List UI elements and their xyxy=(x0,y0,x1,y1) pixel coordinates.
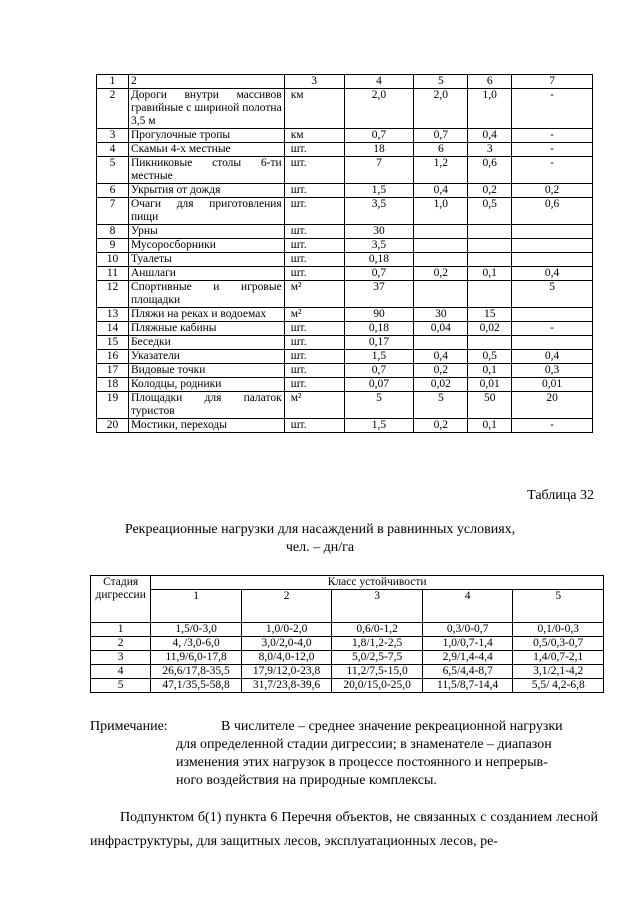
value-col5: 0,2 xyxy=(414,267,468,281)
load-value: 1,8/1,2-2,5 xyxy=(332,637,423,651)
facility-name: Пляжные кабины xyxy=(128,322,284,336)
table-row xyxy=(97,239,593,253)
class-header: Класс устойчивости xyxy=(151,576,604,590)
stage-number: 5 xyxy=(91,679,151,693)
class-numbers-row xyxy=(91,590,604,623)
row-number: 20 xyxy=(97,419,129,433)
value-col7: - xyxy=(512,157,593,184)
stage-header: Стадия дигрессии xyxy=(91,576,151,623)
value-col6 xyxy=(468,225,512,239)
facility-name: Мостики, переходы xyxy=(128,419,284,433)
table-row xyxy=(97,253,593,267)
value-col5: 1,2 xyxy=(414,157,468,184)
value-col6: 0,01 xyxy=(468,378,512,392)
row-number: 15 xyxy=(97,336,129,350)
value-col4: 0,17 xyxy=(344,336,414,350)
value-col6: 0,4 xyxy=(468,129,512,143)
row-number: 17 xyxy=(97,364,129,378)
value-col7: 5 xyxy=(512,281,593,308)
unit: шт. xyxy=(284,364,344,378)
value-col4: 30 xyxy=(344,225,414,239)
value-col6 xyxy=(468,281,512,308)
unit: шт. xyxy=(284,378,344,392)
table-row xyxy=(97,364,593,378)
row-number: 4 xyxy=(97,143,129,157)
value-col7: - xyxy=(512,89,593,129)
stage-number: 2 xyxy=(91,637,151,651)
load-value: 11,9/6,0-17,8 xyxy=(151,651,242,665)
table-header-row xyxy=(97,75,593,89)
value-col4: 1,5 xyxy=(344,419,414,433)
value-col4: 0,7 xyxy=(344,364,414,378)
value-col6: 0,5 xyxy=(468,198,512,225)
unit: шт. xyxy=(284,350,344,364)
value-col5 xyxy=(414,225,468,239)
unit: м² xyxy=(284,392,344,419)
load-value: 1,0/0,7-1,4 xyxy=(422,637,513,651)
value-col7 xyxy=(512,253,593,267)
table-row xyxy=(91,651,604,665)
row-number: 12 xyxy=(97,281,129,308)
value-col7: 0,4 xyxy=(512,267,593,281)
value-col7 xyxy=(512,336,593,350)
value-col7: 20 xyxy=(512,392,593,419)
note-line: В числителе – среднее значение рекреационной нагрузки xyxy=(221,719,563,734)
value-col5: 0,2 xyxy=(414,364,468,378)
value-col7: - xyxy=(512,322,593,336)
value-col6: 0,1 xyxy=(468,419,512,433)
value-col4: 3,5 xyxy=(344,239,414,253)
unit: шт. xyxy=(284,322,344,336)
unit: шт. xyxy=(284,239,344,253)
facility-name: Укрытия от дождя xyxy=(128,184,284,198)
unit: шт. xyxy=(284,419,344,433)
load-value: 8,0/4,0-12,0 xyxy=(241,651,332,665)
note-line: изменения этих нагрузок в процессе постоянного и непрерыв- xyxy=(176,755,548,770)
unit: шт. xyxy=(284,184,344,198)
value-col5: 0,7 xyxy=(414,129,468,143)
value-col7: - xyxy=(512,419,593,433)
table-row xyxy=(97,350,593,364)
class-number: 4 xyxy=(422,590,513,623)
value-col6: 3 xyxy=(468,143,512,157)
class-number: 1 xyxy=(151,590,242,623)
table-row xyxy=(97,157,593,184)
value-col5 xyxy=(414,281,468,308)
class-number: 5 xyxy=(513,590,604,623)
row-number: 14 xyxy=(97,322,129,336)
table-row xyxy=(97,225,593,239)
body-paragraph: Подпунктом б(1) пункта 6 Перечня объектов, не связанных с созданием лесной инфраструктуры, для защитных лесов, эксплуатационных лесов, ре- xyxy=(90,810,598,849)
unit: шт. xyxy=(284,225,344,239)
value-col5: 6 xyxy=(414,143,468,157)
row-number: 7 xyxy=(97,198,129,225)
value-col4: 0,18 xyxy=(344,253,414,267)
value-col5: 30 xyxy=(414,308,468,322)
facility-name: Мусоросборники xyxy=(128,239,284,253)
table-row xyxy=(97,281,593,308)
unit: шт. xyxy=(284,198,344,225)
table-row xyxy=(97,143,593,157)
value-col5: 1,0 xyxy=(414,198,468,225)
table-row xyxy=(97,129,593,143)
value-col6 xyxy=(468,253,512,267)
value-col4: 7 xyxy=(344,157,414,184)
value-col7 xyxy=(512,239,593,253)
value-col5: 0,02 xyxy=(414,378,468,392)
load-value: 1,4/0,7-2,1 xyxy=(513,651,604,665)
unit: шт. xyxy=(284,143,344,157)
header-cell: 4 xyxy=(344,75,414,89)
facility-name: Указатели xyxy=(128,350,284,364)
row-number: 19 xyxy=(97,392,129,419)
load-value: 0,6/0-1,2 xyxy=(332,623,423,637)
unit: шт. xyxy=(284,253,344,267)
value-col5: 0,4 xyxy=(414,350,468,364)
table-row xyxy=(97,322,593,336)
value-col4: 3,5 xyxy=(344,198,414,225)
table-row xyxy=(97,336,593,350)
facility-name: Площадки для палаток туристов xyxy=(128,392,284,419)
value-col6: 1,0 xyxy=(468,89,512,129)
value-col5: 0,2 xyxy=(414,419,468,433)
value-col6: 50 xyxy=(468,392,512,419)
recreational-load-table-body xyxy=(91,576,604,693)
load-value: 26,6/17,8-35,5 xyxy=(151,665,242,679)
row-number: 5 xyxy=(97,157,129,184)
value-col7: 0,6 xyxy=(512,198,593,225)
unit: м² xyxy=(284,308,344,322)
facility-name: Пляжи на реках и водоемах xyxy=(128,308,284,322)
row-number: 10 xyxy=(97,253,129,267)
facility-name: Аншлаги xyxy=(128,267,284,281)
recreational-load-table xyxy=(90,575,604,693)
note-label: Примечание: xyxy=(90,719,168,734)
load-value: 4, /3,0-6,0 xyxy=(151,637,242,651)
value-col5 xyxy=(414,336,468,350)
value-col4: 0,7 xyxy=(344,267,414,281)
header-cell: 5 xyxy=(414,75,468,89)
value-col6 xyxy=(468,239,512,253)
value-col7 xyxy=(512,308,593,322)
value-col6: 0,1 xyxy=(468,364,512,378)
load-value: 2,9/1,4-4,4 xyxy=(422,651,513,665)
facility-name: Прогулочные тропы xyxy=(128,129,284,143)
load-value: 11,5/8,7-14,4 xyxy=(422,679,513,693)
stage-number: 3 xyxy=(91,651,151,665)
load-value: 1,5/0-3,0 xyxy=(151,623,242,637)
note-text xyxy=(176,718,594,790)
value-col7: 0,2 xyxy=(512,184,593,198)
table-row xyxy=(91,665,604,679)
load-value: 31,7/23,8-39,6 xyxy=(241,679,332,693)
value-col5: 0,4 xyxy=(414,184,468,198)
facility-name: Видовые точки xyxy=(128,364,284,378)
note-line: ного воздействия на природные комплексы. xyxy=(176,773,437,788)
value-col4: 1,5 xyxy=(344,184,414,198)
facility-name: Туалеты xyxy=(128,253,284,267)
value-col4: 90 xyxy=(344,308,414,322)
header-cell: 3 xyxy=(284,75,344,89)
table-row xyxy=(97,89,593,129)
load-value: 5,0/2,5-7,5 xyxy=(332,651,423,665)
table-header-row xyxy=(91,576,604,590)
table-row xyxy=(97,419,593,433)
row-number: 13 xyxy=(97,308,129,322)
value-col6: 0,2 xyxy=(468,184,512,198)
value-col6 xyxy=(468,336,512,350)
load-value: 6,5/4,4-8,7 xyxy=(422,665,513,679)
note-line: для определенной стадии дигрессии; в знаменателе – диапазон xyxy=(176,737,552,752)
facility-name: Колодцы, родники xyxy=(128,378,284,392)
facilities-norms-table-body xyxy=(97,75,593,433)
value-col4: 2,0 xyxy=(344,89,414,129)
table-title-line1: Рекреационные нагрузки для насаждений в равнинных условиях, xyxy=(124,522,516,537)
value-col5 xyxy=(414,239,468,253)
value-col6: 0,02 xyxy=(468,322,512,336)
value-col5 xyxy=(414,253,468,267)
value-col6: 15 xyxy=(468,308,512,322)
value-col4: 37 xyxy=(344,281,414,308)
load-value: 17,9/12,0-23,8 xyxy=(241,665,332,679)
value-col4: 1,5 xyxy=(344,350,414,364)
row-number: 16 xyxy=(97,350,129,364)
table-row xyxy=(91,637,604,651)
table-row xyxy=(97,392,593,419)
header-cell: 1 xyxy=(97,75,129,89)
value-col7: - xyxy=(512,129,593,143)
facility-name: Спортивные и игровые площадки xyxy=(128,281,284,308)
row-number: 3 xyxy=(97,129,129,143)
load-value: 20,0/15,0-25,0 xyxy=(332,679,423,693)
load-value: 3,0/2,0-4,0 xyxy=(241,637,332,651)
row-number: 11 xyxy=(97,267,129,281)
value-col4: 18 xyxy=(344,143,414,157)
row-number: 9 xyxy=(97,239,129,253)
load-value: 0,3/0-0,7 xyxy=(422,623,513,637)
load-value: 0,5/0,3-0,7 xyxy=(513,637,604,651)
load-value: 1,0/0-2,0 xyxy=(241,623,332,637)
table-row xyxy=(91,623,604,637)
facility-name: Очаги для приготовления пищи xyxy=(128,198,284,225)
value-col7 xyxy=(512,225,593,239)
row-number: 18 xyxy=(97,378,129,392)
row-number: 6 xyxy=(97,184,129,198)
table-row xyxy=(97,184,593,198)
value-col4: 0,18 xyxy=(344,322,414,336)
unit: м² xyxy=(284,281,344,308)
value-col6: 0,1 xyxy=(468,267,512,281)
stage-number: 4 xyxy=(91,665,151,679)
facility-name: Скамьи 4-х местные xyxy=(128,143,284,157)
value-col6: 0,5 xyxy=(468,350,512,364)
facility-name: Беседки xyxy=(128,336,284,350)
header-cell: 7 xyxy=(512,75,593,89)
value-col6: 0,6 xyxy=(468,157,512,184)
class-number: 2 xyxy=(241,590,332,623)
facility-name: Дороги внутри массивов гравийные с шириной полотна 3,5 м xyxy=(128,89,284,129)
table-row xyxy=(97,378,593,392)
row-number: 8 xyxy=(97,225,129,239)
unit: шт. xyxy=(284,267,344,281)
class-number: 3 xyxy=(332,590,423,623)
header-cell: 2 xyxy=(128,75,284,89)
load-value: 0,1/0-0,3 xyxy=(513,623,604,637)
table-row xyxy=(97,308,593,322)
load-value: 3,1/2,1-4,2 xyxy=(513,665,604,679)
load-value: 5,5/ 4,2-6,8 xyxy=(513,679,604,693)
facility-name: Урны xyxy=(128,225,284,239)
value-col7: 0,4 xyxy=(512,350,593,364)
value-col7: 0,3 xyxy=(512,364,593,378)
value-col5: 0,04 xyxy=(414,322,468,336)
unit: км xyxy=(284,89,344,129)
load-value: 47,1/35,5-58,8 xyxy=(151,679,242,693)
value-col7: 0,01 xyxy=(512,378,593,392)
facilities-norms-table xyxy=(96,74,593,433)
table-row xyxy=(91,679,604,693)
stage-number: 1 xyxy=(91,623,151,637)
value-col4: 5 xyxy=(344,392,414,419)
table-row xyxy=(97,267,593,281)
table-row xyxy=(97,198,593,225)
value-col4: 0,7 xyxy=(344,129,414,143)
value-col5: 5 xyxy=(414,392,468,419)
table-label: Таблица 32 xyxy=(527,488,594,503)
table-title-line2: чел. – дн/га xyxy=(285,540,355,555)
value-col4: 0,07 xyxy=(344,378,414,392)
load-value: 11,2/7,5-15,0 xyxy=(332,665,423,679)
unit: шт. xyxy=(284,336,344,350)
unit: шт. xyxy=(284,157,344,184)
unit: км xyxy=(284,129,344,143)
header-cell: 6 xyxy=(468,75,512,89)
facility-name: Пикниковые столы 6-ти местные xyxy=(128,157,284,184)
value-col7: - xyxy=(512,143,593,157)
row-number: 2 xyxy=(97,89,129,129)
value-col5: 2,0 xyxy=(414,89,468,129)
